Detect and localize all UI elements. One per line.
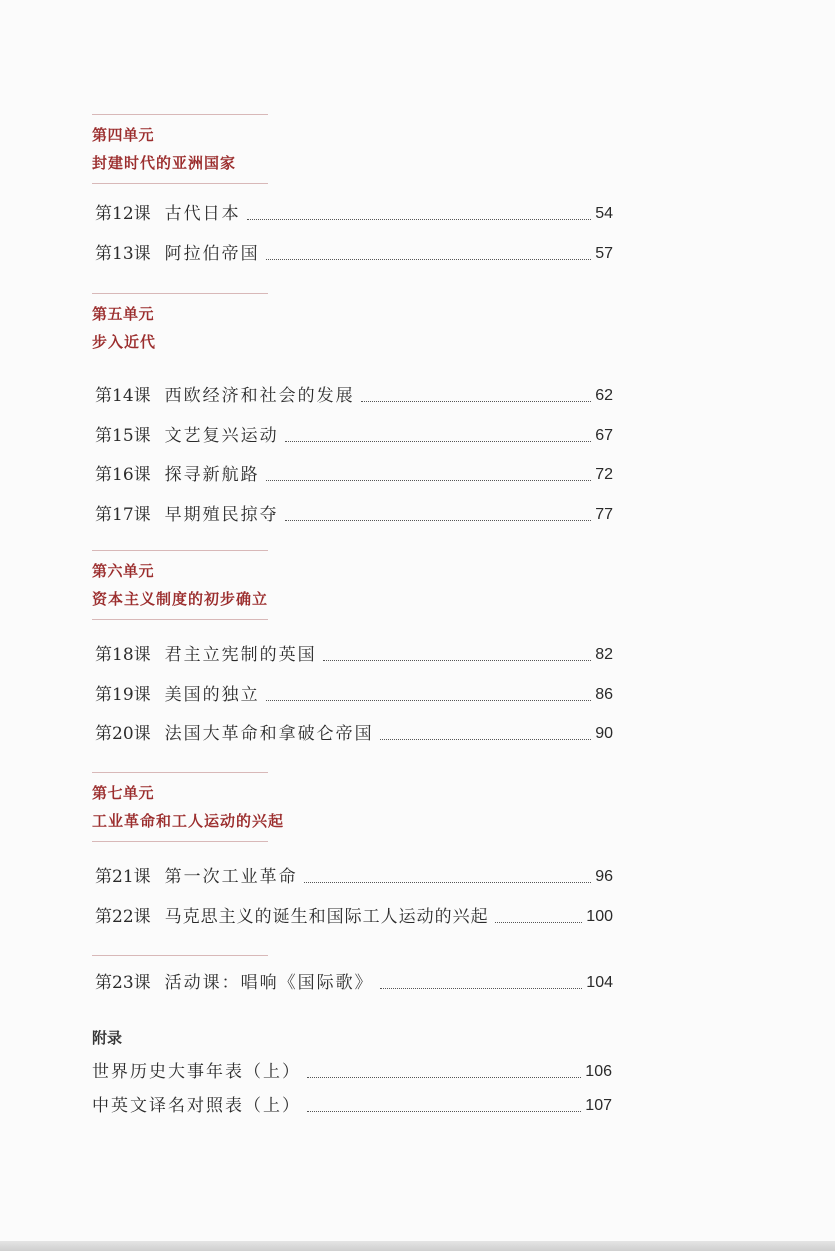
toc-entry[interactable] [95, 504, 613, 526]
unit-title: 封建时代的亚洲国家 [92, 154, 237, 172]
unit-header [92, 293, 272, 352]
unit-top-rule [92, 293, 268, 294]
page-number: 82 [595, 646, 613, 663]
toc-entry[interactable] [95, 723, 613, 745]
toc-entry[interactable] [95, 866, 613, 888]
page-number: 100 [586, 908, 613, 925]
unit-header [92, 772, 285, 842]
unit-bottom-rule [92, 841, 268, 842]
unit-number: 第五单元 [92, 305, 155, 323]
appendix-item-title: 世界历史大事年表（上） [92, 1062, 301, 1082]
lesson-title: 美国的独立 [164, 685, 260, 705]
lesson-number: 第13课 [95, 244, 151, 264]
lesson-number: 第18课 [95, 645, 151, 665]
unit-title: 步入近代 [92, 333, 157, 351]
toc-entry[interactable] [95, 203, 613, 225]
page-number: 54 [595, 205, 613, 222]
lesson-number: 第23课 [95, 973, 151, 993]
unit-bottom-rule [92, 183, 268, 184]
lesson-title: 活动课：唱响《国际歌》 [164, 973, 374, 993]
dot-leader [380, 738, 592, 740]
page-number: 90 [595, 725, 613, 742]
lesson-number: 第19课 [95, 685, 151, 705]
dot-leader [307, 1076, 581, 1078]
dot-leader [247, 218, 592, 220]
dot-leader [266, 479, 592, 481]
page-number: 86 [595, 686, 613, 703]
unit-number: 第七单元 [92, 784, 155, 802]
toc-entry[interactable] [95, 972, 613, 994]
dot-leader [285, 440, 592, 442]
lesson-number: 第22课 [95, 907, 151, 927]
unit-top-rule [92, 550, 268, 551]
lesson-title: 文艺复兴运动 [164, 426, 279, 446]
lesson-title: 第一次工业革命 [164, 867, 298, 887]
section-divider [92, 955, 268, 956]
lesson-title: 马克思主义的诞生和国际工人运动的兴起 [164, 907, 489, 927]
toc-entry[interactable] [95, 906, 613, 928]
dot-leader [285, 519, 592, 521]
toc-entry[interactable] [95, 385, 613, 407]
dot-leader [323, 659, 592, 661]
appendix-entry[interactable] [92, 1061, 612, 1083]
page-number: 67 [595, 427, 613, 444]
lesson-number: 第16课 [95, 465, 151, 485]
unit-number: 第四单元 [92, 126, 155, 144]
lesson-number: 第21课 [95, 867, 151, 887]
toc-entry[interactable] [95, 425, 613, 447]
page-number: 104 [586, 974, 613, 991]
unit-bottom-rule [92, 619, 268, 620]
page-number: 57 [595, 245, 613, 262]
lesson-number: 第14课 [95, 386, 151, 406]
lesson-title: 法国大革命和拿破仑帝国 [164, 724, 374, 744]
lesson-title: 早期殖民掠夺 [164, 505, 279, 525]
toc-entry[interactable] [95, 243, 613, 265]
dot-leader [304, 881, 592, 883]
lesson-title: 西欧经济和社会的发展 [164, 386, 355, 406]
dot-leader [361, 400, 592, 402]
page-number: 107 [585, 1097, 612, 1114]
dot-leader [380, 987, 583, 989]
dot-leader [266, 258, 592, 260]
toc-entry[interactable] [95, 464, 613, 486]
lesson-number: 第17课 [95, 505, 151, 525]
page-number: 106 [585, 1063, 612, 1080]
unit-top-rule [92, 772, 268, 773]
lesson-number: 第15课 [95, 426, 151, 446]
unit-header [92, 550, 272, 620]
lesson-number: 第20课 [95, 724, 151, 744]
lesson-title: 古代日本 [164, 204, 241, 224]
page-number: 72 [595, 466, 613, 483]
unit-number: 第六单元 [92, 562, 155, 580]
page-number: 62 [595, 387, 613, 404]
appendix-item-title: 中英文译名对照表（上） [92, 1096, 301, 1116]
lesson-title: 君主立宪制的英国 [164, 645, 317, 665]
unit-top-rule [92, 114, 268, 115]
unit-header [92, 114, 272, 184]
page-number: 77 [595, 506, 613, 523]
lesson-number: 第12课 [95, 204, 151, 224]
appendix-entry[interactable] [92, 1095, 612, 1117]
page-bottom-edge [0, 1241, 835, 1251]
dot-leader [495, 921, 583, 923]
lesson-title: 阿拉伯帝国 [164, 244, 260, 264]
toc-entry[interactable] [95, 684, 613, 706]
dot-leader [307, 1110, 581, 1112]
unit-title: 资本主义制度的初步确立 [92, 590, 269, 608]
page-number: 96 [595, 868, 613, 885]
dot-leader [266, 699, 592, 701]
lesson-title: 探寻新航路 [164, 465, 260, 485]
toc-entry[interactable] [95, 644, 613, 666]
appendix-title: 附录 [92, 1029, 123, 1047]
unit-title: 工业革命和工人运动的兴起 [92, 812, 285, 830]
